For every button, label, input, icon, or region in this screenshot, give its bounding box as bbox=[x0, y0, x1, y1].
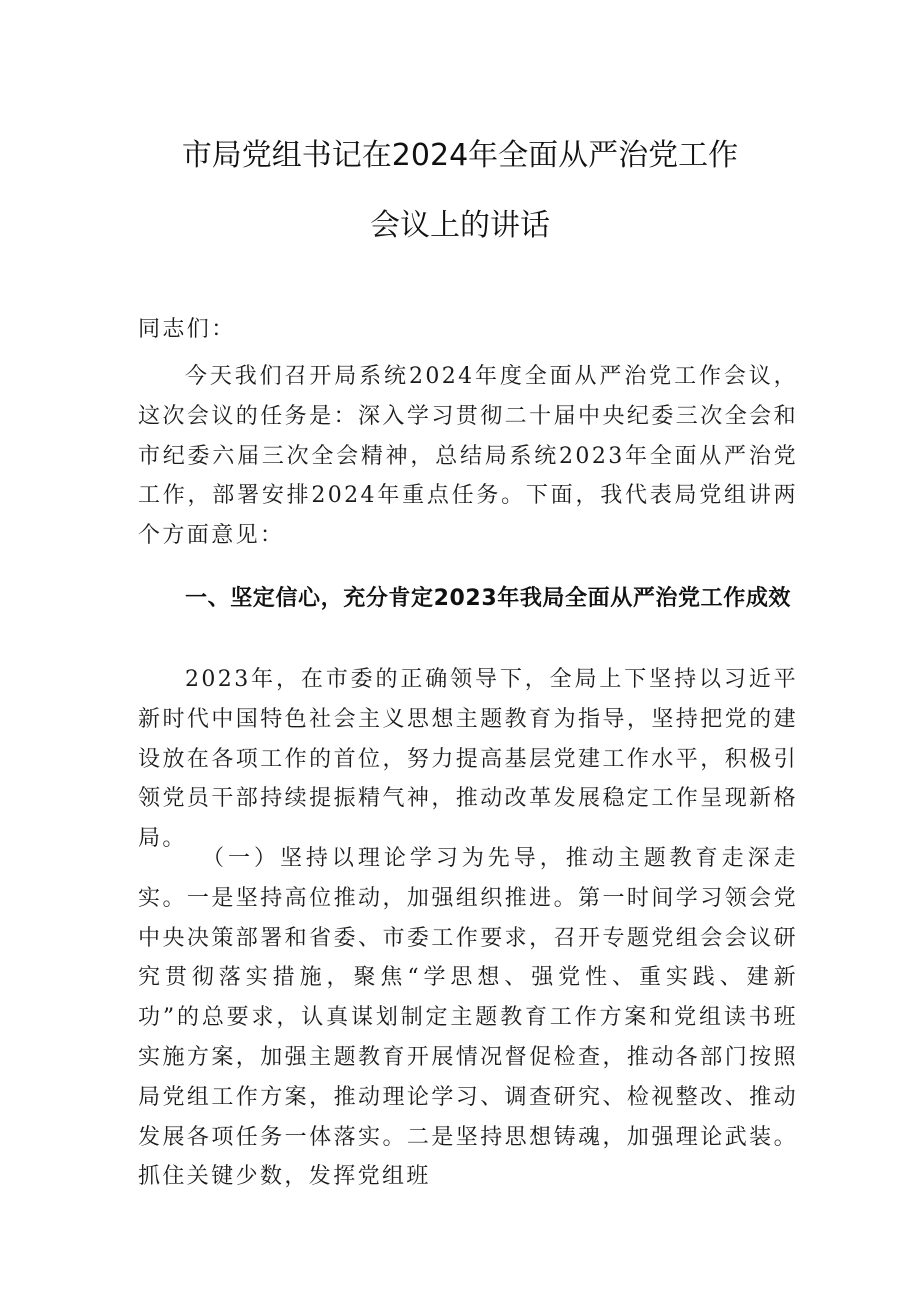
subsection-one-paragraph: （一）坚持以理论学习为先导，推动主题教育走深走实。一是坚持高位推动，加强组织推进。第一时间学习领会党中央决策部署和省委、市委工作要求，召开专题党组会会议研究贯彻落实措施，聚焦“学思想、强党性、重实践、建新功”的总要求，认真谋划制定主题教育工作方案和党组读书班实施方案，加强主题教育开展情况督促检查，推动各部门按照局党组工作方案，推动理论学习、调查研究、检视整改、推动发展各项任务一体落实。二是坚持思想铸魂，加强理论武装。抓住关键少数，发挥党组班 bbox=[138, 846, 798, 1190]
intro-paragraph: 今天我们召开局系统2024年度全面从严治党工作会议，这次会议的任务是：深入学习贯彻二十届中央纪委三次全会和市纪委六届三次全会精神，总结局系统2023年全面从严治党工作，部署安排2024年重点任务。下面，我代表局党组讲两个方面意见： bbox=[138, 364, 798, 549]
section-heading-one: 一、坚定信心，充分肯定2023年我局全面从严治党工作成效 bbox=[185, 586, 792, 611]
document-title-line-1: 市局党组书记在2024年全面从严治党工作 bbox=[181, 138, 739, 173]
review-2023-paragraph: 2023年，在市委的正确领导下，全局上下坚持以习近平新时代中国特色社会主义思想主题教育为指导，坚持把党的建设放在各项工作的首位，努力提高基层党建工作水平，积极引领党员干部持续提振精气神，推动改革发展稳定工作呈现新格局。 bbox=[138, 667, 798, 852]
document-title-line-2: 会议上的讲话 bbox=[370, 208, 550, 243]
salutation: 同志们： bbox=[138, 317, 236, 342]
